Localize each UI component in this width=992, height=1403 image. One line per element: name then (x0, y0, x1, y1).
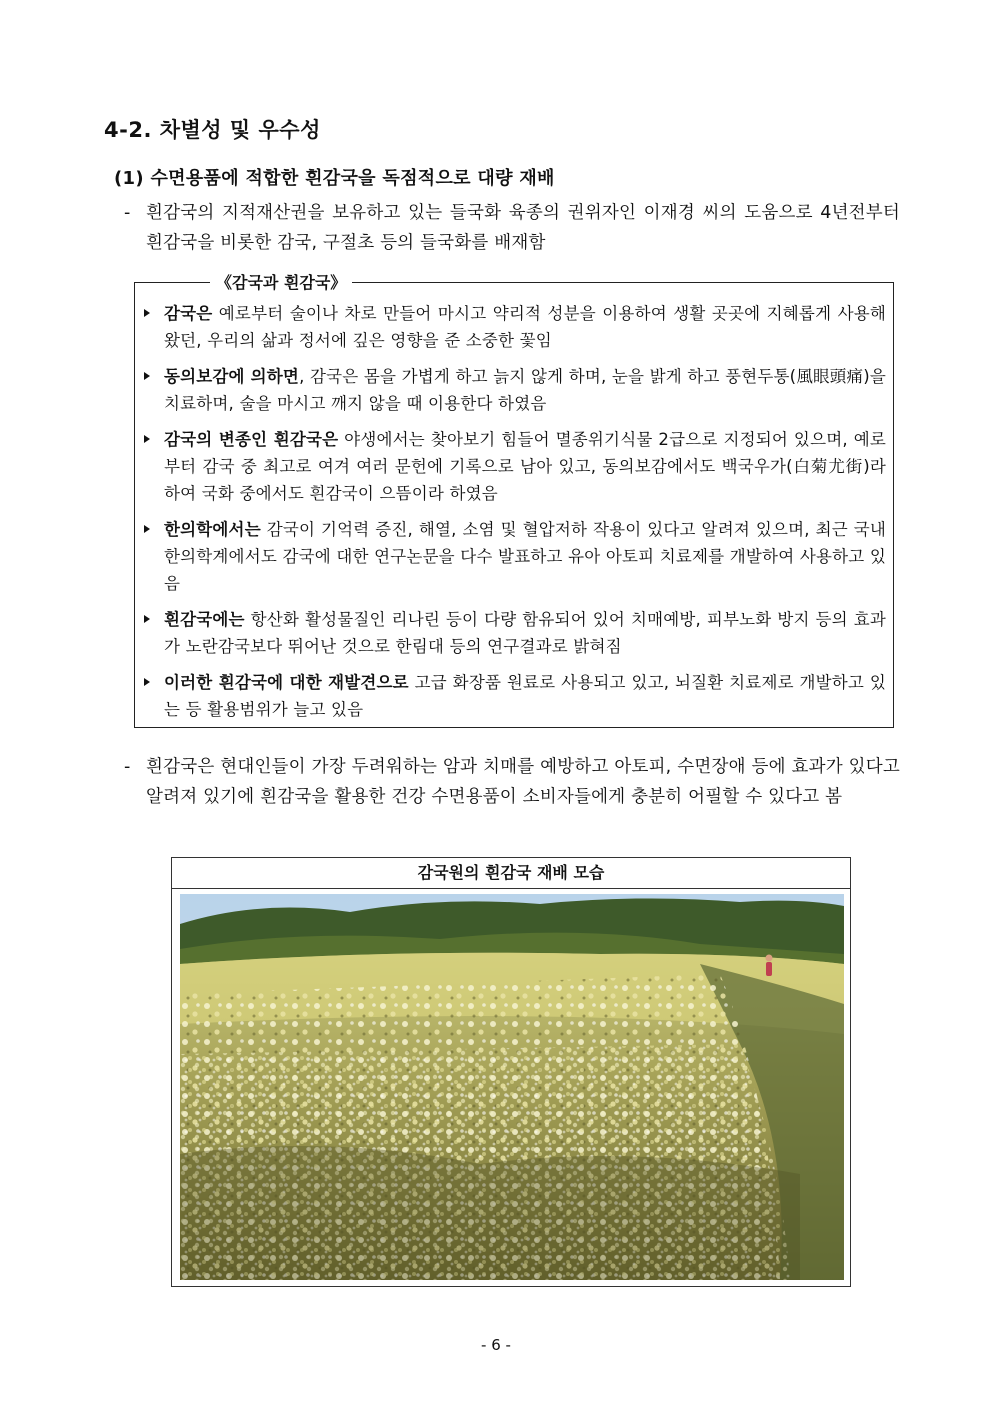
paragraph-2-text: 흰감국은 현대인들이 가장 두려워하는 암과 치매를 예방하고 아토피, 수면장애 등에 효과가 있다고 알려져 있기에 흰감국을 활용한 건강 수면용품이 소비자들에게 충분히 어필할 수 있다고 봄 (146, 757, 900, 807)
triangle-bullet-icon (144, 372, 150, 380)
item-text: 항산화 활성물질인 리나린 등이 다량 함유되어 있어 치매예방, 피부노화 방지 등의 효과가 노란감국보다 뛰어난 것으로 한림대 등의 연구결과로 밝혀짐 (164, 610, 886, 656)
paragraph-1-text: 흰감국의 지적재산권을 보유하고 있는 들국화 육종의 권위자인 이재경 씨의 도움으로 4년전부터 흰감국을 비롯한 감국, 구절초 등의 들국화를 배재함 (146, 203, 900, 253)
item-lead: 흰감국에는 (164, 610, 245, 629)
paragraph-2 (124, 752, 900, 812)
subheading: (1) 수면용품에 적합한 흰감국을 독점적으로 대량 재배 (114, 168, 555, 189)
dash-bullet: - (124, 203, 131, 223)
item-text: , 감국은 몸을 가볍게 하고 늙지 않게 하며, 눈을 밝게 하고 풍현두통(風眼頭痛)을 치료하며, 술을 마시고 깨지 않을 때 이용한다 하였음 (164, 367, 886, 413)
list-item (144, 669, 886, 723)
page-number: - 6 - (481, 1336, 511, 1354)
item-text: 감국이 기억력 증진, 해열, 소염 및 혈압저하 작용이 있다고 알려져 있으며, 최근 국내 한의학계에서도 감국에 대한 연구논문을 다수 발표하고 유아 아토피 치료제를 개발하여 사용하고 있음 (164, 520, 886, 593)
figure (171, 857, 851, 1287)
triangle-bullet-icon (144, 435, 150, 443)
item-text: 고급 화장품 원료로 사용되고 있고, 뇌질환 치료제로 개발하고 있는 등 활용범위가 늘고 있음 (164, 673, 886, 719)
list-item (144, 363, 886, 417)
figure-caption: 감국원의 흰감국 재배 모습 (172, 858, 850, 889)
item-lead: 감국의 변종인 흰감국은 (164, 430, 339, 449)
list-item (144, 426, 886, 507)
triangle-bullet-icon (144, 615, 150, 623)
chrysanthemum-field-photo (180, 894, 844, 1280)
item-lead: 동의보감에 의하면 (164, 367, 300, 386)
info-box-list (144, 300, 886, 732)
triangle-bullet-icon (144, 678, 150, 686)
item-text: 예로부터 술이나 차로 만들어 마시고 약리적 성분을 이용하여 생활 곳곳에 지혜롭게 사용해 왔던, 우리의 삶과 정서에 깊은 영향을 준 소중한 꽃임 (164, 304, 886, 350)
list-item (144, 606, 886, 660)
item-lead: 감국은 (164, 304, 213, 323)
item-lead: 이러한 흰감국에 대한 재발견으로 (164, 673, 409, 692)
item-lead: 한의학에서는 (164, 520, 261, 539)
item-text: 야생에서는 찾아보기 힘들어 멸종위기식물 2급으로 지정되어 있으며, 예로부터 감국 중 최고로 여겨 여러 문헌에 기록으로 남아 있고, 동의보감에서도 백국우가(白菊尤街)라 하여 국화 중에서도 흰감국이 으뜸이라 하였음 (164, 430, 886, 503)
info-box-title: 《감국과 흰감국》 (210, 270, 352, 293)
paragraph-1 (124, 198, 900, 258)
triangle-bullet-icon (144, 309, 150, 317)
list-item (144, 516, 886, 597)
triangle-bullet-icon (144, 525, 150, 533)
dash-bullet: - (124, 757, 131, 777)
section-title: 4-2. 차별성 및 우수성 (104, 118, 321, 142)
list-item (144, 300, 886, 354)
